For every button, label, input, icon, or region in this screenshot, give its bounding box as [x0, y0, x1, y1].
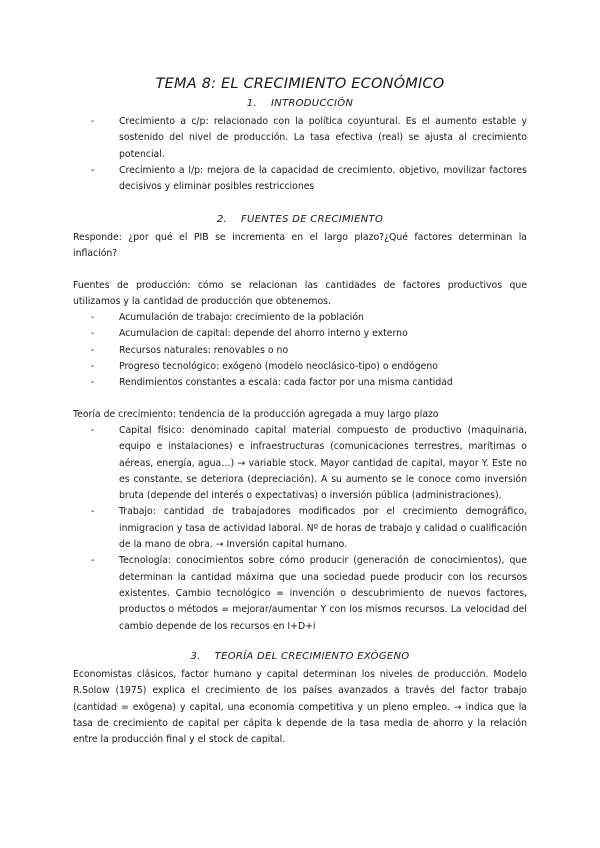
list-item: - Capital físico: denominado capital material compuesto de productivo (maquinaria, equipo e instalaciones) e infraestructuras (comunicaciones terrestres, marítimas o aéreas, energía, agua…) → variable stock. Mayor cantidad de capital, mayor Y. Este no es constante, se deteriora (depreciación). A su aumento se le conoce como inversión bruta (depende del interés o expectativas) o inversión pública (administraciones). — [91, 423, 527, 504]
list-item: - Crecimiento a l/p: mejora de la capacidad de crecimiento. objetivo, movilizar factores decisivos y eliminar posibles restricciones — [91, 163, 527, 196]
section-number: 3. — [190, 651, 201, 662]
document-title: TEMA 8: EL CRECIMIENTO ECONÓMICO — [155, 76, 445, 92]
theory-intro: Teoría de crecimiento: tendencia de la producción agregada a muy largo plazo — [73, 409, 439, 420]
introduccion-list — [91, 114, 527, 195]
list-item: - Tecnología: conocimientos sobre cómo producir (generación de conocimientos), que determinan la cantidad máxima que una sociedad puede producir con los recursos existentes. Cambio tecnológico = invención o descubrimiento de nuevos factores, productos o métodos = mejorar/aumentar Y con los mismos recursos. La velocidad del cambio depende de los recursos en I+D+i — [91, 553, 527, 634]
list-item: - Acumulación de trabajo: crecimiento de la población — [91, 310, 527, 326]
theory-factors-list — [91, 423, 527, 635]
list-item: - Rendimientos constantes a escala: cada factor por una misma cantidad — [91, 375, 527, 391]
section-title: TEORÍA DEL CRECIMIENTO EXÓGENO — [214, 651, 410, 662]
production-factors-list — [91, 310, 527, 391]
section-title: INTRODUCCIÓN — [270, 98, 354, 109]
section-heading-fuentes — [0, 214, 600, 225]
section-title: FUENTES DE CRECIMIENTO — [240, 214, 384, 225]
section-heading-exogeno — [0, 651, 600, 662]
list-item: - Progreso tecnológico: exógeno (modelo neoclásico-tipo) o endógeno — [91, 359, 527, 375]
list-item: - Acumulacion de capital: depende del ahorro interno y externo — [91, 326, 527, 342]
section-heading-introduccion — [0, 98, 600, 109]
exogenous-paragraph: Economistas clásicos, factor humano y capital determinan los niveles de producción. Modelo R.Solow (1975) explica el crecimiento de los países avanzados a través del factor trabajo (cantidad = exógena) y capital, una economía competitiva y un pleno empleo. → indica que la tasa de crecimiento de capital per cápita k depende de la tasa media de ahorro y la relación entre la producción final y el stock de capital. — [73, 669, 527, 746]
section-number: 1. — [246, 98, 257, 109]
production-intro: Fuentes de producción: cómo se relacionan las cantidades de factores productivos que utilizamos y la cantidad de producción que obtenemos. — [73, 280, 527, 308]
list-item: - Trabajo: cantidad de trabajadores modificados por el crecimiento demográfico, inmigracion y tasa de actividad laboral. Nº de horas de trabajo y calidad o cualificación de la mano de obra. → Inversión capital humano. — [91, 504, 527, 553]
section-number: 2. — [216, 214, 227, 225]
list-item: - Recursos naturales: renovables o no — [91, 343, 527, 359]
list-item: - Crecimiento a c/p: relacionado con la política coyuntural. Es el aumento estable y sostenido del nivel de producción. La tasa efectiva (real) se ajusta al crecimiento potencial. — [91, 114, 527, 163]
question-paragraph: Responde: ¿por qué el PIB se incrementa en el largo plazo?¿Qué factores determinan la inflación? — [73, 232, 527, 260]
